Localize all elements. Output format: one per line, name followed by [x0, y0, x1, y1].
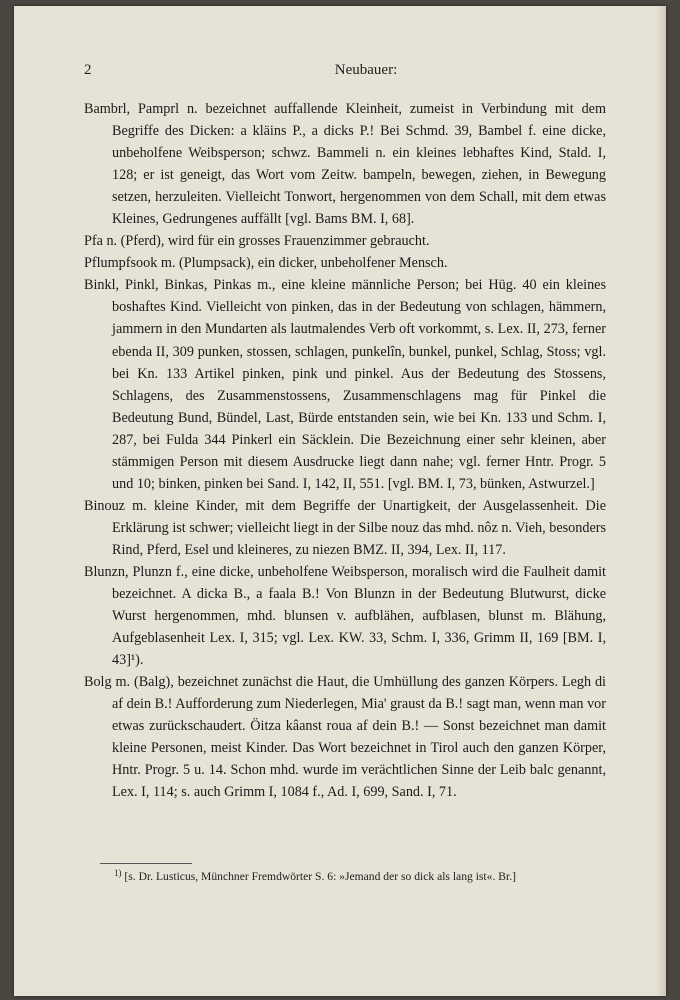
footnote-marker: 1) [114, 868, 122, 878]
entry-binkl: Binkl, Pinkl, Binkas, Pinkas m., eine kleine männliche Person; bei Hüg. 40 ein kleines boshaftes Kind. Vielleicht von pinken, das in der Bedeutung von schlagen, hämmern, jammern in den Mundarten als lautmalendes Verb oft vorkommt, s. Lex. II, 273, ferner ebenda II, 309 punken, stossen, schlagen, punkelîn, bunkel, punkel, Schlag, Stoss; vgl. bei Kn. 133 Artikel pinken, pink und pinkel. Aus der Bedeutung des Stossens, Schlagens, des Zusammenstossens, Zusammenschlagens mag für Pinkel die Bedeutung Bund, Bündel, Last, Bürde entstanden sein, wie bei Kn. 133 und Schm. I, 287, bei Fulda 344 Pinkerl ein Säcklein. Die Bezeichnung einer sehr kleinen, aber stämmigen Person mit diesem Ausdrucke liegt dann nahe; vgl. ferner Hntr. Progr. 5 und 10; binken, pinken bei Sand. I, 142, II, 551. [vgl. BM. I, 73, bünken, Astwurzel.] [84, 277, 606, 492]
page-edge [656, 6, 666, 996]
dictionary-body [84, 98, 606, 804]
page-number: 2 [84, 62, 92, 78]
running-title: Neubauer: [334, 62, 398, 78]
entry-pflumpfsook: Pflumpfsook m. (Plumpsack), ein dicker, unbeholfener Mensch. [84, 255, 448, 272]
book-page [14, 6, 666, 996]
footnote [100, 868, 604, 886]
footnote-rule [100, 863, 192, 864]
entry-bambrl: Bambrl, Pamprl n. bezeichnet auffallende Kleinheit, zumeist in Verbindung mit dem Begriffe des Dicken: a kläins P., a dicks P.! Bei Schmd. 39, Bambel f. eine dicke, unbeholfene Weibsperson; schwz. Bammeli n. ein kleines lebhaftes Kind, Stald. I, 128; er ist geneigt, das Wort vom Zeitw. bampeln, bewegen, ziehen, in Bewegung setzen, herzuleiten. Vielleicht Tonwort, hergenommen von dem Schall, mit dem etwas Kleines, Gedrungenes auffällt [vgl. Bams BM. I, 68]. [84, 101, 606, 228]
entry-blunzn: Blunzn, Plunzn f., eine dicke, unbeholfene Weibsperson, moralisch wird die Faulheit damit bezeichnet. A dicka B., a faala B.! Von Blunzn in der Bedeutung Blutwurst, dicke Wurst hergenommen, mhd. blunsen v. aufblähen, aufblasen, blunst m. Blähung, Aufgeblasenheit Lex. I, 315; vgl. Lex. KW. 33, Schm. I, 336, Grimm II, 169 [BM. I, 43]¹). [84, 563, 606, 669]
entry-bolg: Bolg m. (Balg), bezeichnet zunächst die Haut, die Umhüllung des ganzen Körpers. Legh di af dein B.! Aufforderung zum Niederlegen, Mia' graust da B.! sagt man, wenn man vor etwas zurückschaudert. Öitza kâanst roua af dein B.! — Sonst bezeichnet man damit kleine Personen, meist Kinder. Das Wort bezeichnet in Tirol auch den ganzen Körper, Hntr. Progr. 5 u. 14. Schon mhd. wurde im verächtlichen Sinne der Leib balc genannt, Lex. I, 114; s. auch Grimm I, 1084 f., Ad. I, 699, Sand. I, 71. [84, 674, 606, 801]
footnote-text: [s. Dr. Lusticus, Münchner Fremdwörter S. 6: »Jemand der so dick als lang ist«. Br.] [124, 870, 516, 883]
entry-binouz: Binouz m. kleine Kinder, mit dem Begriffe der Unartigkeit, der Ausgelassenheit. Die Erklärung ist schwer; vielleicht liegt in der Silbe nouz das mhd. nôz n. Vieh, besonders Rind, Pferd, Esel und kleineres, zu niezen BMZ. II, 394, Lex. II, 117. [84, 497, 606, 558]
entry-pfa: Pfa n. (Pferd), wird für ein grosses Frauenzimmer gebraucht. [84, 233, 430, 250]
